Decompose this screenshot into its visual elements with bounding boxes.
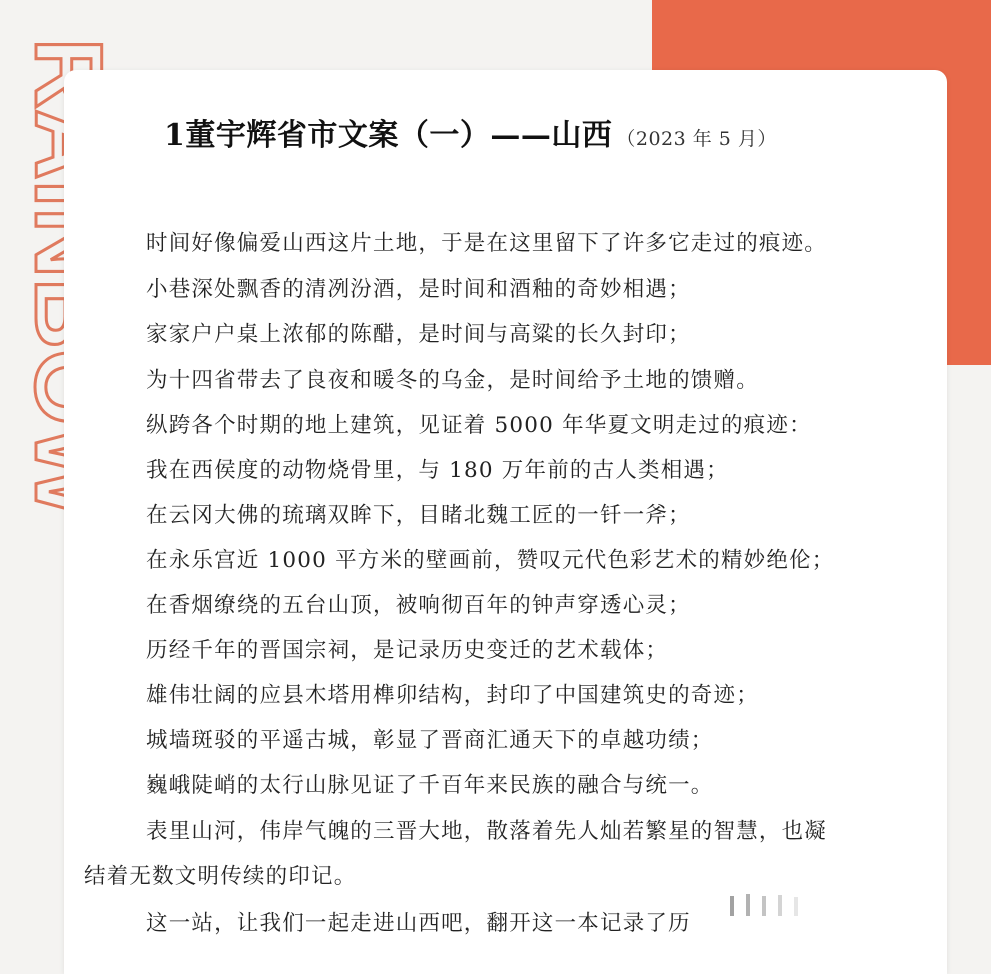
paragraph-line: 雄伟壮阔的应县木塔用榫卯结构，封印了中国建筑史的奇迹； xyxy=(146,683,759,708)
paragraph-line: 巍峨陡峭的太行山脉见证了千百年来民族的融合与统一。 xyxy=(146,773,714,798)
document-card xyxy=(64,70,947,974)
paragraph-line: 时间好像偏爱山西这片土地，于是在这里留下了许多它走过的痕迹。 xyxy=(146,231,828,256)
paragraph-line: 结着无数文明传续的印记。 xyxy=(84,864,357,889)
paragraph-line: 在云冈大佛的琉璃双眸下，目睹北魏工匠的一钎一斧； xyxy=(146,503,691,528)
paragraph-line: 这一站，让我们一起走进山西吧，翻开这一本记录了历 xyxy=(146,911,691,936)
paragraph-line: 城墙斑驳的平遥古城，彰显了晋商汇通天下的卓越功绩； xyxy=(146,728,714,753)
paragraph-line: 在香烟缭绕的五台山顶，被响彻百年的钟声穿透心灵； xyxy=(146,593,691,618)
fade-bars-decoration xyxy=(724,892,874,918)
paragraph-line: 表里山河，伟岸气魄的三晋大地，散落着先人灿若繁星的智慧，也凝 xyxy=(146,819,828,844)
paragraph-line: 纵跨各个时期的地上建筑，见证着 5000 年华夏文明走过的痕迹： xyxy=(146,413,812,438)
paragraph-line: 家家户户桌上浓郁的陈醋，是时间与高粱的长久封印； xyxy=(146,322,691,347)
paragraph-line: 我在西侯度的动物烧骨里，与 180 万年前的古人类相遇； xyxy=(146,458,729,483)
document-title: 1董宇辉省市文案（一）——山西 xyxy=(164,118,613,153)
paragraph-line: 历经千年的晋国宗祠，是记录历史变迁的艺术载体； xyxy=(146,638,669,663)
document-date: （2023 年 5 月） xyxy=(616,128,777,150)
document-title-line xyxy=(164,110,777,154)
paragraph-line: 为十四省带去了良夜和暖冬的乌金，是时间给予土地的馈赠。 xyxy=(146,368,759,393)
paragraph-line: 在永乐宫近 1000 平方米的壁画前，赞叹元代色彩艺术的精妙绝伦； xyxy=(146,548,835,573)
paragraph-line: 小巷深处飘香的清冽汾酒，是时间和酒釉的奇妙相遇； xyxy=(146,277,691,302)
